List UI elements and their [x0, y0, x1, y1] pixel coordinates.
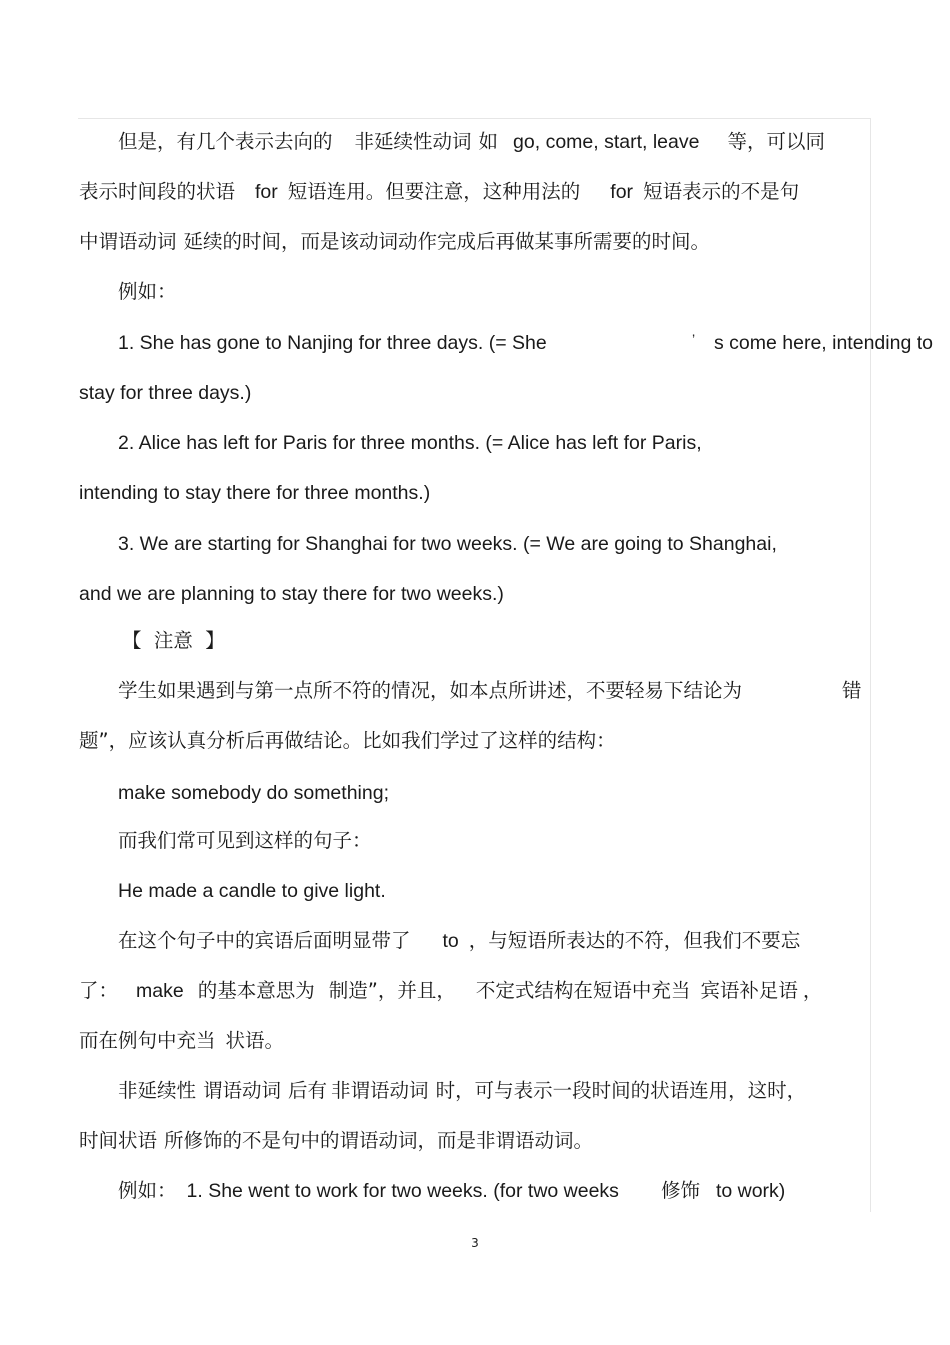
- text: to work): [715, 1180, 786, 1202]
- para1-line3: [79, 229, 710, 255]
- para3-line2: [79, 978, 822, 1004]
- text: 时间状语: [79, 1129, 158, 1152]
- para2-line1b: 错: [842, 679, 862, 702]
- text: 宾语补足语: [700, 979, 798, 1002]
- text: 表示时间段的状语: [79, 180, 236, 203]
- example-sentence: He made a candle to give light.: [118, 880, 386, 902]
- text: 状语。: [225, 1029, 285, 1052]
- example-1-apostrophe: ’: [692, 331, 696, 347]
- text: ，与短语所表达的不符，但我们不要忘: [468, 929, 801, 952]
- para3-line1: [118, 928, 800, 954]
- text: 短语表示的不是句: [643, 180, 800, 203]
- para2-line1a: 学生如果遇到与第一点所不符的情况，如本点所讲述，不要轻易下结论为: [118, 679, 743, 702]
- text: ，: [802, 979, 823, 1002]
- example-2-line1: 2. Alice has left for Paris for three months. (= Alice has left for Paris,: [118, 432, 702, 454]
- para1-line1: [118, 129, 825, 155]
- para3-line3: [79, 1028, 284, 1054]
- example-2-line2: intending to stay there for three months.): [79, 482, 431, 504]
- para2-line2: 题”，应该认真分析后再做结论。比如我们学过了这样的结构：: [79, 729, 616, 752]
- text: 如: [478, 130, 499, 153]
- text: 延续的时间，而是该动词动作完成后再做某事所需要的时间。: [183, 230, 711, 253]
- text: 非延续性动词: [354, 130, 472, 153]
- text: for: [255, 181, 278, 203]
- text: 制造”，并且，: [328, 979, 456, 1002]
- note-heading: 【 注意 】: [122, 629, 225, 652]
- example-1-line2: stay for three days.): [79, 382, 252, 404]
- para5-line1: [118, 1178, 785, 1204]
- text: 在这个句子中的宾语后面明显带了: [118, 929, 411, 952]
- text: 中谓语动词: [79, 230, 177, 253]
- example-3-line2: and we are planning to stay there for two weeks.): [79, 583, 504, 605]
- text: to: [442, 930, 459, 952]
- text: 短语连用。但要注意，这种用法的: [287, 180, 581, 203]
- text: 而在例句中充当: [79, 1029, 216, 1052]
- para4-line2: [79, 1128, 593, 1154]
- text: 不定式: [475, 979, 535, 1002]
- text: 例如：: [118, 1179, 177, 1202]
- para1-line2: [79, 179, 799, 205]
- para4-line1: [118, 1078, 806, 1104]
- text: 修饰: [660, 1179, 700, 1202]
- text: 但是，有几个表示去向的: [118, 130, 333, 153]
- text: 后有: [288, 1079, 328, 1102]
- example-1-line1b: s come here, intending to: [714, 332, 933, 354]
- text: 的基本意思为: [197, 979, 315, 1002]
- page-number: 3: [471, 1236, 479, 1250]
- example-1-line1a: 1. She has gone to Nanjing for three days. (= She: [118, 332, 547, 354]
- text: 非延续性: [118, 1079, 197, 1102]
- example-3-line1: 3. We are starting for Shanghai for two weeks. (= We are going to Shanghai,: [118, 533, 777, 555]
- often-see-text: 而我们常可见到这样的句子：: [118, 829, 372, 852]
- text: for: [610, 181, 634, 203]
- text: 谓语动词: [203, 1079, 282, 1102]
- text: 等，可以同: [727, 130, 825, 153]
- text: 结构在短语中充当: [534, 979, 691, 1002]
- page-border-top: [78, 118, 870, 119]
- example-label: 例如：: [118, 280, 177, 303]
- text: 非谓语动词: [331, 1079, 429, 1102]
- page-border-right: [870, 118, 871, 1212]
- text: go, come, start, leave: [513, 131, 700, 153]
- structure-example: make somebody do something;: [118, 782, 389, 804]
- text: 了：: [79, 979, 119, 1002]
- text: make: [136, 980, 184, 1002]
- text: 时，可与表示一段时间的状语连用，这时，: [435, 1079, 807, 1102]
- text: 1. She went to work for two weeks. (for two weeks: [186, 1180, 619, 1202]
- text: 所修饰的不是句中的谓语动词，而是非谓语动词。: [164, 1129, 594, 1152]
